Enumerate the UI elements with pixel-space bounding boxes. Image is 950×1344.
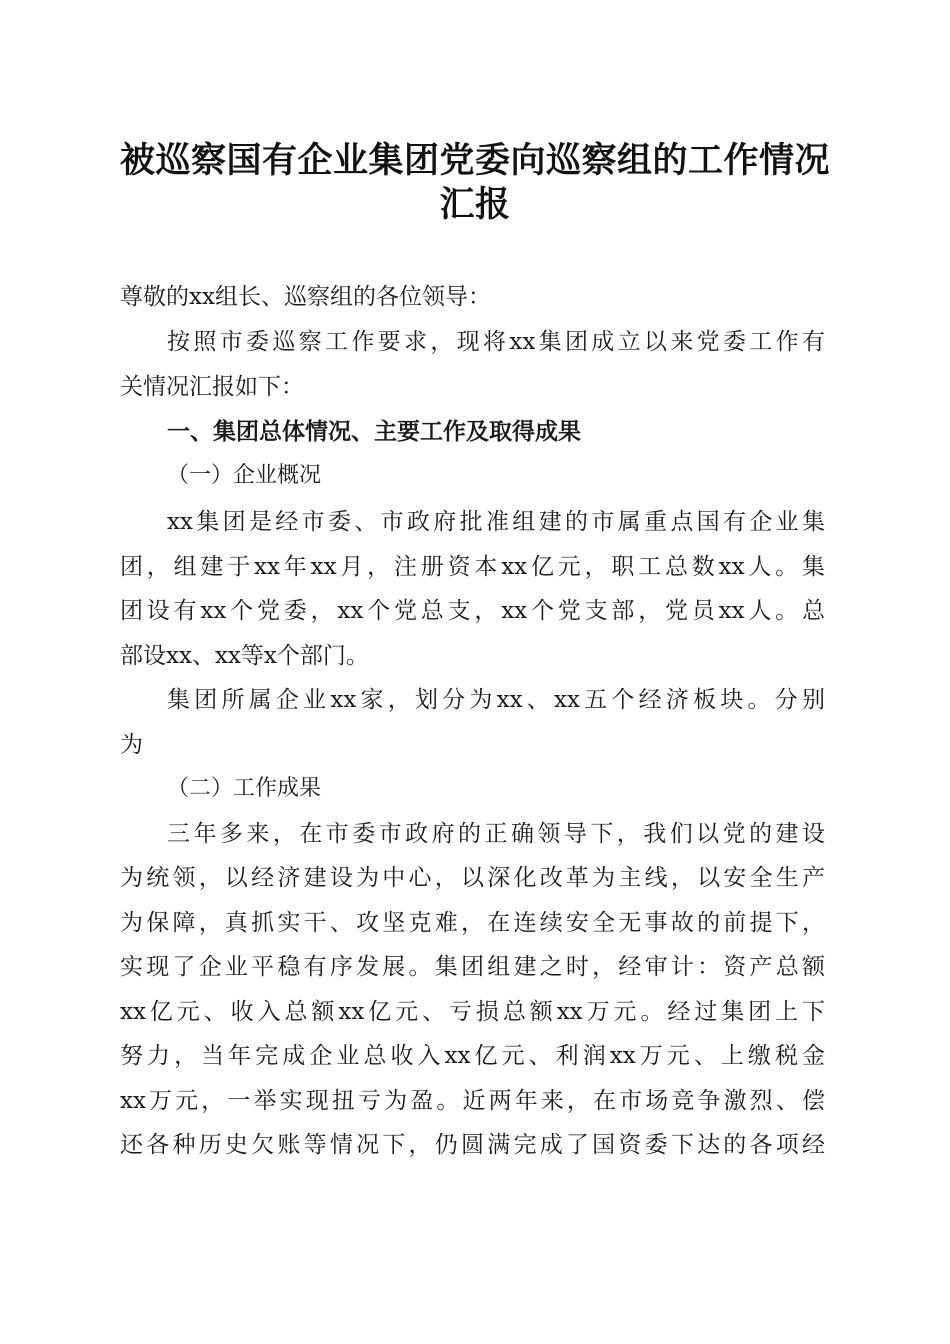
- paragraph-line: 团设有xx个党委，xx个党总支，xx个党支部，党员xx人。总: [120, 598, 825, 624]
- document-title-line-2: 汇报: [439, 184, 511, 225]
- intro-line: 按照市委巡察工作要求，现将xx集团成立以来党委工作有: [167, 329, 825, 355]
- subsection-1-heading: （一）企业概况: [167, 463, 322, 488]
- paragraph-line: 部设xx、xx等x个部门。: [120, 643, 369, 669]
- paragraph-line: 集团所属企业xx家，划分为xx、xx五个经济板块。分别: [167, 687, 825, 713]
- section-1-heading: 一、集团总体情况、主要工作及取得成果: [167, 419, 581, 445]
- paragraph-line: 三年多来，在市委市政府的正确领导下，我们以党的建设: [167, 821, 825, 847]
- paragraph-line: xx亿元、收入总额xx亿元、亏损总额xx万元。经过集团上下: [120, 999, 825, 1025]
- paragraph-line: 为保障，真抓实干、攻坚克难，在连续安全无事故的前提下，: [120, 910, 825, 936]
- salutation: 尊敬的xx组长、巡察组的各位领导：: [120, 284, 491, 310]
- paragraph-line: xx集团是经市委、市政府批准组建的市属重点国有企业集: [167, 509, 825, 535]
- paragraph-line: 为: [120, 732, 143, 758]
- subsection-2-heading: （二）工作成果: [167, 776, 322, 801]
- paragraph-line: 努力，当年完成企业总收入xx亿元、利润xx万元、上缴税金: [120, 1043, 825, 1069]
- paragraph-line: 实现了企业平稳有序发展。集团组建之时，经审计：资产总额: [120, 954, 825, 980]
- document-title-line-1: 被巡察国有企业集团党委向巡察组的工作情况: [119, 140, 830, 181]
- paragraph-line: xx万元，一举实现扭亏为盈。近两年来，在市场竞争激烈、偿: [120, 1088, 825, 1114]
- paragraph-line: 为统领，以经济建设为中心，以深化改革为主线，以安全生产: [120, 865, 825, 891]
- paragraph-line: 团，组建于xx年xx月，注册资本xx亿元，职工总数xx人。集: [120, 554, 825, 580]
- intro-line: 关情况汇报如下：: [120, 374, 304, 400]
- paragraph-line: 还各种历史欠账等情况下，仍圆满完成了国资委下达的各项经: [120, 1132, 825, 1158]
